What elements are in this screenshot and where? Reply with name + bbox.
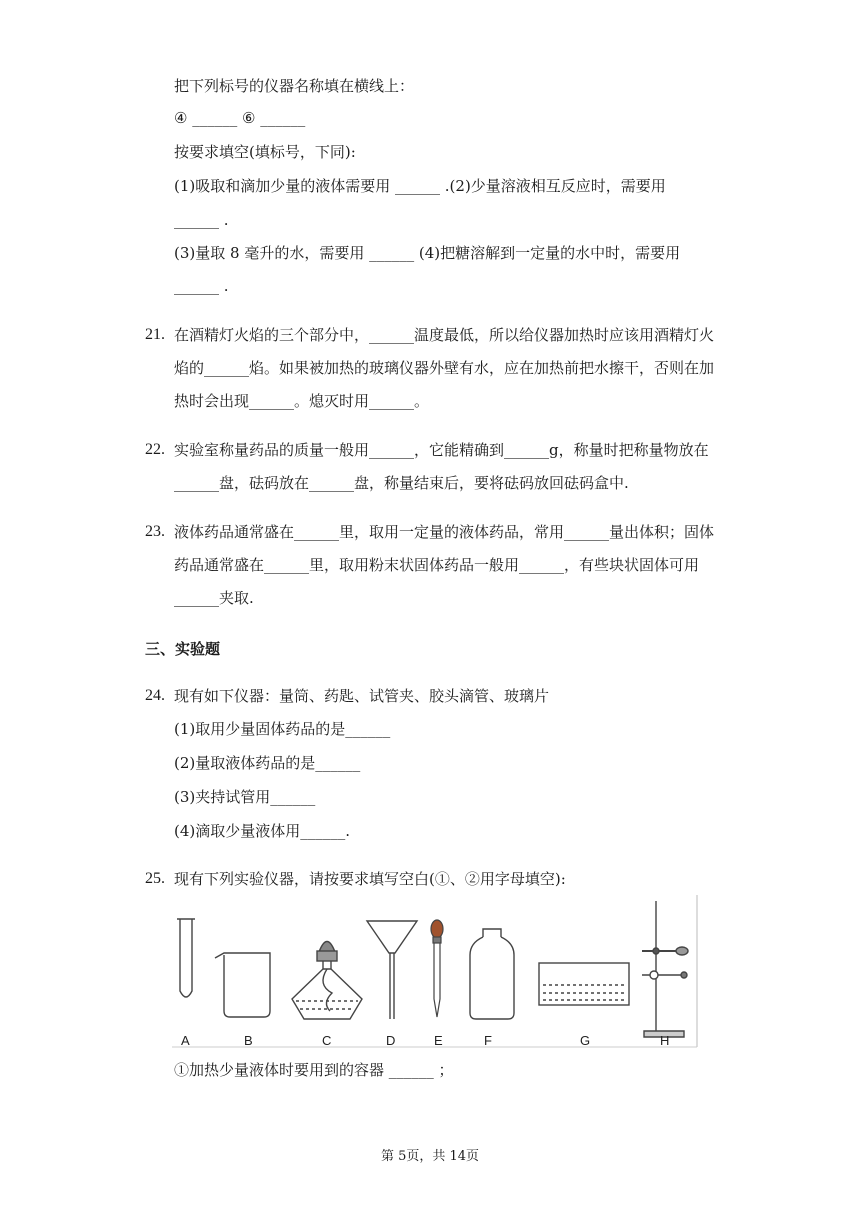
question-number-25: 25.	[145, 870, 165, 887]
figure-label-d: D	[386, 1033, 396, 1048]
sub-question-3-4: (3)量取 8 毫升的水，需要用 ______ (4)把糖溶解到一定量的水中时，需要用	[174, 244, 681, 262]
beaker-icon	[215, 953, 270, 1017]
figure-label-g: G	[580, 1033, 591, 1048]
alcohol-lamp-icon	[292, 942, 362, 1020]
question-25-line-1: 现有下列实验仪器，请按要求填写空白(①、②用字母填空):	[174, 870, 566, 888]
figure-label-c: C	[322, 1033, 332, 1048]
figure-label-b: B	[244, 1033, 253, 1048]
question-23-line-3: ______夹取.	[174, 589, 254, 607]
water-trough-icon	[539, 963, 629, 1005]
reagent-bottle-icon	[470, 929, 514, 1019]
question-number-22: 22.	[145, 441, 165, 458]
question-number-21: 21.	[145, 326, 165, 343]
question-25-sub-1: ①加热少量液体时要用到的容器 ______ ；	[174, 1061, 454, 1079]
question-24-line-1: 现有如下仪器：量筒、药匙、试管夹、胶头滴管、玻璃片	[174, 687, 550, 705]
question-21-line-2: 焰的______焰。如果被加热的玻璃仪器外壁有水，应在加热前把水擦干，否则在加	[174, 359, 715, 377]
lab-apparatus-figure	[172, 895, 700, 1053]
question-number-23: 23.	[145, 523, 165, 540]
question-24-line-3: (2)量取液体药品的是______	[174, 754, 361, 772]
funnel-icon	[367, 921, 417, 1019]
iron-stand-icon	[642, 901, 688, 1037]
question-23-line-2: 药品通常盛在______里，取用粉末状固体药品一般用______，有些块状固体可用	[174, 556, 700, 574]
instruction-fill-names: 把下列标号的仪器名称填在横线上：	[174, 77, 415, 95]
blank-line-4-6: ④ ______ ⑥ ______	[174, 109, 306, 127]
section-heading-experiments: 三、实验题	[145, 640, 221, 658]
figure-label-e: E	[434, 1033, 443, 1048]
sub-question-1-2: (1)吸取和滴加少量的液体需要用 ______ .(2)少量溶液相互反应时，需要用	[174, 177, 666, 195]
question-21-line-1: 在酒精灯火焰的三个部分中，______温度最低，所以给仪器加热时应该用酒精灯火	[174, 326, 715, 344]
sub-question-3-4-cont: ______ .	[174, 277, 229, 295]
question-24-line-4: (3)夹持试管用______	[174, 788, 316, 806]
instruction-fill-labels: 按要求填空(填标号，下同):	[174, 143, 356, 161]
sub-question-1-2-cont: ______ .	[174, 211, 229, 229]
question-21-line-3: 热时会出现______。熄灭时用______。	[174, 392, 430, 410]
question-24-line-5: (4)滴取少量液体用______.	[174, 822, 351, 840]
question-22-line-2: ______盘，砝码放在______盘，称量结束后，要将砝码放回砝码盒中.	[174, 474, 629, 492]
figure-label-h: H	[660, 1033, 670, 1048]
figure-label-a: A	[181, 1033, 190, 1048]
question-22-line-1: 实验室称量药品的质量一般用______，它能精确到______g，称量时把称量物放在	[174, 441, 709, 459]
test-tube-icon	[177, 919, 195, 997]
page-footer: 第 5页，共 14页	[380, 1149, 480, 1164]
question-number-24: 24.	[145, 687, 165, 704]
question-24-line-2: (1)取用少量固体药品的是______	[174, 720, 391, 738]
dropper-icon	[431, 920, 443, 1017]
figure-label-f: F	[484, 1033, 492, 1048]
question-23-line-1: 液体药品通常盛在______里，取用一定量的液体药品，常用______量出体积；固体	[174, 523, 715, 541]
